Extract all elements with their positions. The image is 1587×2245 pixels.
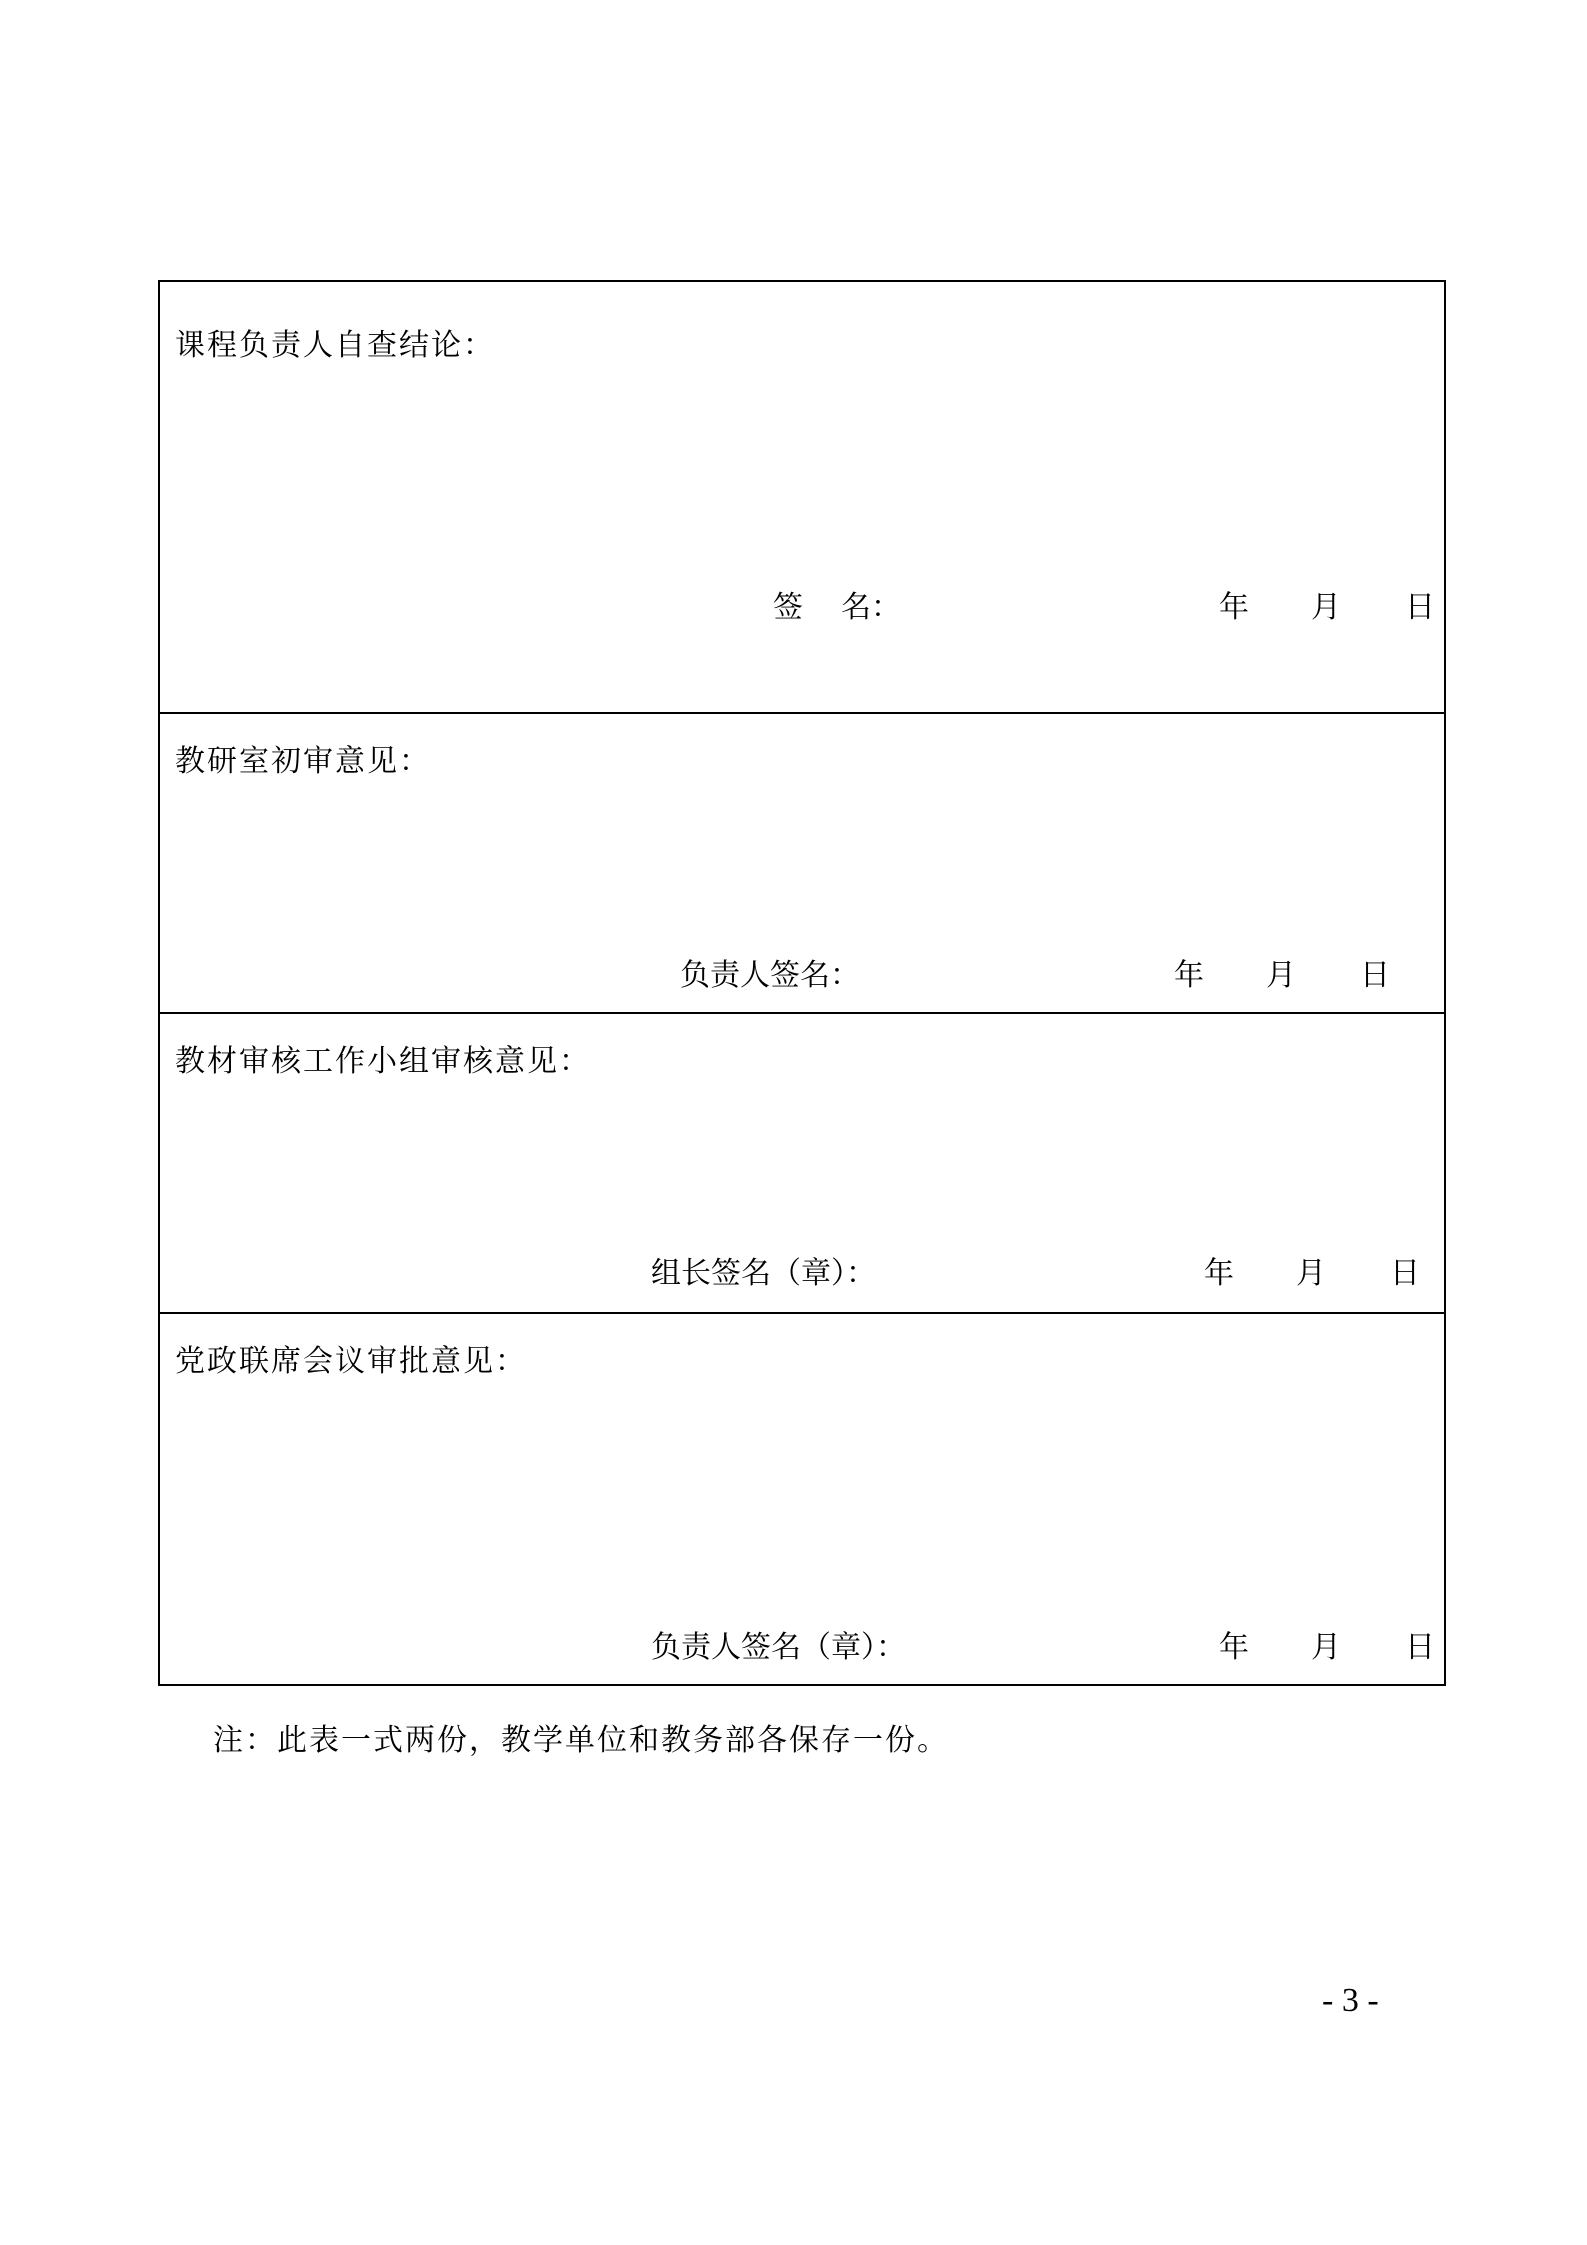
review-form-table (158, 280, 1446, 1686)
date-day-label: 日 (1360, 958, 1390, 993)
textbook-committee-date (1204, 1248, 1424, 1291)
date-month-label: 月 (1311, 1630, 1341, 1665)
page-number: - 3 - (1322, 1982, 1379, 2019)
signature-label-part-1: 签 (773, 590, 803, 625)
self-check-section (160, 282, 1444, 712)
date-day-label: 日 (1405, 1630, 1435, 1665)
signature-label-part-2: 名： (841, 590, 901, 625)
date-year-label: 年 (1204, 1256, 1234, 1291)
self-check-signature-label (773, 582, 901, 626)
department-review-date (1174, 950, 1394, 993)
date-month-label: 月 (1296, 1256, 1326, 1291)
textbook-committee-section (160, 1012, 1444, 1312)
joint-meeting-section (160, 1312, 1444, 1686)
department-review-signature-label: 负责人签名： (680, 958, 860, 993)
joint-meeting-title: 党政联席会议审批意见： (175, 1344, 527, 1379)
self-check-date (1219, 582, 1439, 625)
joint-meeting-signature-label: 负责人签名（章）： (651, 1630, 906, 1665)
department-review-section (160, 712, 1444, 1012)
date-day-label: 日 (1405, 590, 1435, 625)
department-review-title: 教研室初审意见： (175, 744, 431, 779)
textbook-committee-signature-label: 组长签名（章）： (651, 1256, 876, 1291)
date-month-label: 月 (1266, 958, 1296, 993)
form-footnote: 注：此表一式两份，教学单位和教务部各保存一份。 (213, 1723, 949, 1758)
date-year-label: 年 (1174, 958, 1204, 993)
date-year-label: 年 (1219, 1630, 1249, 1665)
textbook-committee-title: 教材审核工作小组审核意见： (175, 1044, 591, 1079)
self-check-title: 课程负责人自查结论： (175, 328, 495, 363)
date-month-label: 月 (1311, 590, 1341, 625)
joint-meeting-date (1219, 1622, 1439, 1665)
date-day-label: 日 (1390, 1256, 1420, 1291)
date-year-label: 年 (1219, 590, 1249, 625)
